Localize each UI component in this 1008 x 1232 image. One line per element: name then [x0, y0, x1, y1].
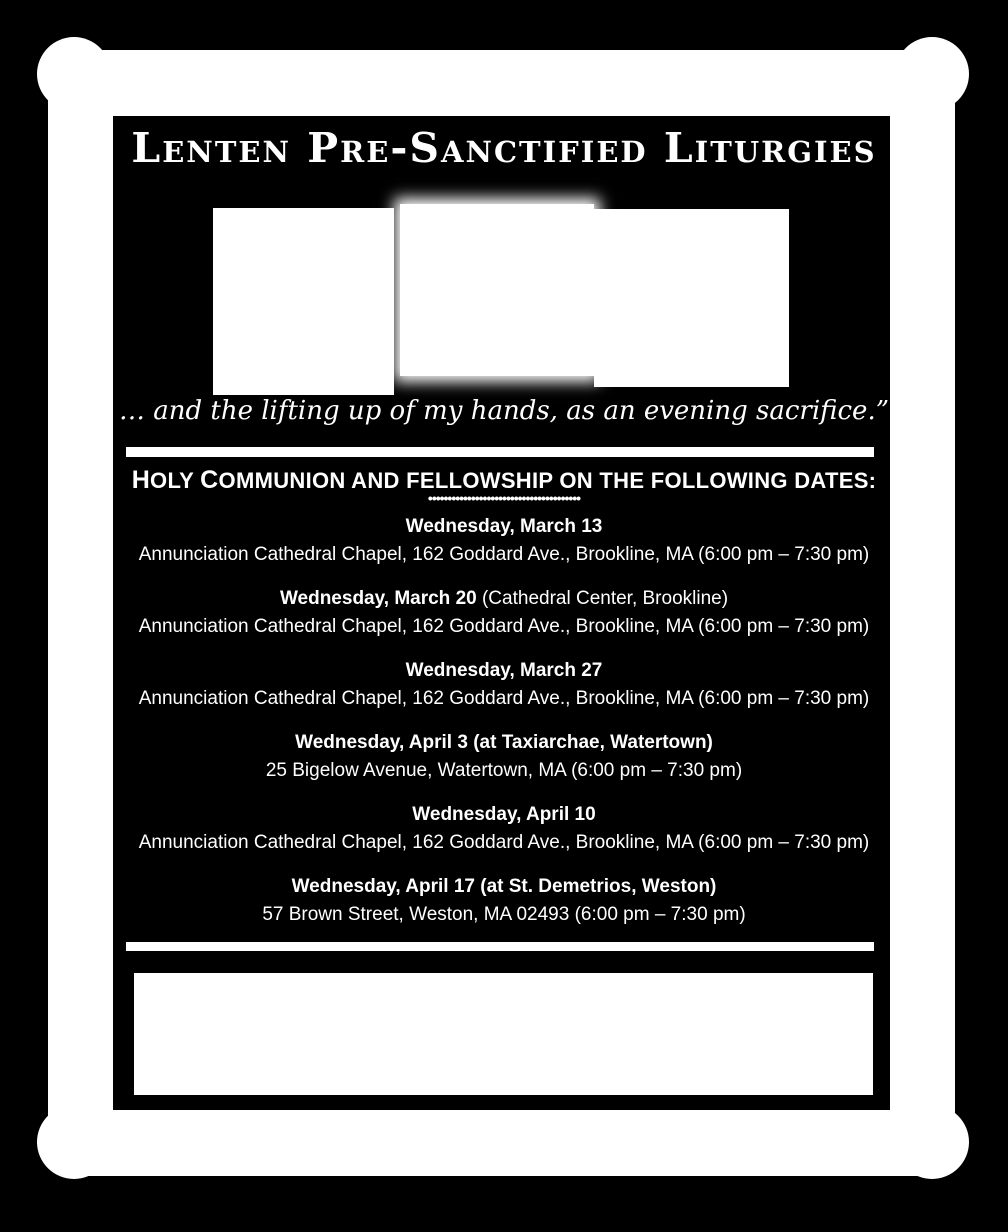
event-date: Wednesday, March 27 — [405, 660, 603, 681]
event-address: Annunciation Cathedral Chapel, 162 Goddard Ave., Brookline, MA (6:00 pm – 7:30 pm) — [138, 832, 870, 853]
event-item — [0, 513, 1008, 585]
event-item — [0, 729, 1008, 801]
frame-corner-bottom-left — [37, 1105, 111, 1179]
divider-top — [126, 447, 874, 457]
scripture-quote: … and the lifting up of my hands, as an evening sacrifice.” — [118, 396, 890, 426]
event-date: Wednesday, April 10 — [412, 804, 596, 825]
event-item — [0, 657, 1008, 729]
event-item — [0, 585, 1008, 657]
event-date: Wednesday, April 3 (at Taxiarchae, Watertown) — [295, 732, 713, 753]
icon-image-right — [594, 209, 789, 387]
frame-corner-bottom-right — [895, 1105, 969, 1179]
event-date: Wednesday, March 13 — [405, 516, 603, 537]
schedule-heading: HOLY COMMUNION AND FELLOWSHIP ON THE FOLLOWING DATES: — [131, 466, 877, 494]
event-address: Annunciation Cathedral Chapel, 162 Goddard Ave., Brookline, MA (6:00 pm – 7:30 pm) — [138, 616, 870, 637]
frame-top — [80, 50, 928, 116]
event-date: Wednesday, March 20 (Cathedral Center, Brookline) — [279, 588, 729, 609]
event-list — [0, 513, 1008, 945]
event-item — [0, 873, 1008, 945]
frame-corner-top-right — [895, 37, 969, 111]
flyer-title: Lenten Pre-Sanctified Liturgies — [131, 124, 877, 172]
event-address: Annunciation Cathedral Chapel, 162 Goddard Ave., Brookline, MA (6:00 pm – 7:30 pm) — [138, 688, 870, 709]
event-date: Wednesday, April 17 (at St. Demetrios, Weston) — [291, 876, 717, 897]
event-address: 57 Brown Street, Weston, MA 02493 (6:00 pm – 7:30 pm) — [262, 904, 746, 925]
frame-bottom — [80, 1110, 928, 1176]
event-address: 25 Bigelow Avenue, Watertown, MA (6:00 pm – 7:30 pm) — [265, 760, 743, 781]
frame-corner-top-left — [37, 37, 111, 111]
icon-image-left — [213, 208, 394, 395]
icon-image-center — [400, 204, 594, 376]
event-address: Annunciation Cathedral Chapel, 162 Goddard Ave., Brookline, MA (6:00 pm – 7:30 pm) — [138, 544, 870, 565]
event-item — [0, 801, 1008, 873]
dotted-separator: ••••••••••••••••••••••••••••••••••••••• — [427, 490, 581, 506]
footer-panel — [134, 973, 873, 1095]
divider-bottom — [126, 942, 874, 951]
